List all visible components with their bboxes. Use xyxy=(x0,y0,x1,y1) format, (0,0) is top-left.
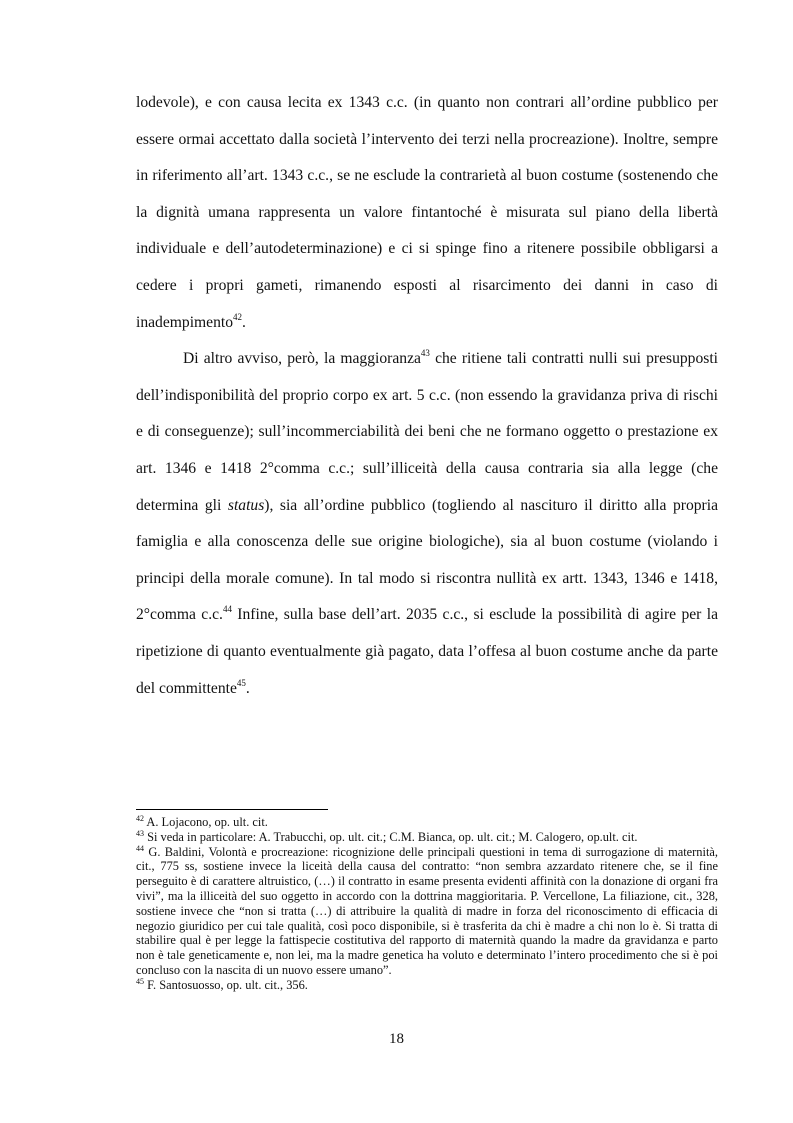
paragraph-1 xyxy=(136,85,718,341)
footnote-ref-44[interactable]: 44 xyxy=(222,604,232,615)
footnote-44 xyxy=(136,845,718,978)
footnote-43 xyxy=(136,830,718,845)
paragraph-2-part-1: Di altro avviso, però, la maggioranza xyxy=(183,350,421,368)
footnote-number: 45 xyxy=(136,976,144,986)
footnote-text: G. Baldini, Volontà e procreazione: ricognizione delle principali questioni in tema di surrogazione di maternità, cit., 775 ss, sostiene invece la liceità della causa del contratto: “non sembra azzardato ritenere che, se il fine perseguito è di carattere altruistico, (…) il contratto in esame presenta evidenti affinità con la donazione di organi fra vivi”, ma la illiceità del suo oggetto in accordo con la dottrina maggioritaria. P. Vercellone, La filiazione, cit., 328, sostiene invece che “non si tratta (…) di attribuire la qualità di madre in forza del riconoscimento di efficacia di negozio giuridico per cui tale qualità, così poco disponibile, si è trasferita da chi è madre a chi non lo è. Si tratta di stabilire qual è per legge la fattispecie costitutiva del rapporto di maternità quando la madre da gravidanza e parto non è tale geneticamente e, non lei, ma la madre genetica ha voluto e determinato l’intero procedimento che si è poi concluso con la nascita di un nuovo essere umano”. xyxy=(136,844,718,977)
paragraph-2-end: . xyxy=(245,679,250,697)
footnotes xyxy=(136,815,718,993)
paragraph-2-part-2: che ritiene tali contratti nulli sui presupposti dell’indisponibilità del proprio corpo ex art. 5 c.c. (non essendo la gravidanza priva di rischi e di conseguenze); sull’incommerciabilità dei beni che ne formano oggetto o prestazione ex art. 1346 e 1418 2°comma c.c.; sull’illiceità della causa contraria sia alla legge (che determina gli xyxy=(136,350,718,514)
footnote-ref-43[interactable]: 43 xyxy=(420,348,430,359)
footnote-42 xyxy=(136,815,718,830)
paragraph-2-part-3: ), sia all’ordine pubblico (togliendo al nascituro il diritto alla propria famiglia e alla conoscenza delle sue origine biologiche), sia al buon costume (violando i principi della morale comune). In tal modo si riscontra nullità ex artt. 1343, 1346 e 1418, 2°comma c.c. xyxy=(136,496,718,624)
paragraph-1-end: . xyxy=(242,313,246,331)
paragraph-2-italic-status: status xyxy=(227,496,265,514)
footnote-separator xyxy=(136,809,328,810)
footnote-ref-42[interactable]: 42 xyxy=(233,311,243,322)
footnote-number: 42 xyxy=(136,814,144,823)
footnote-number: 43 xyxy=(136,828,144,838)
footnote-text: F. Santosuosso, op. ult. cit., 356. xyxy=(144,977,308,992)
footnote-number: 44 xyxy=(136,843,144,853)
footnote-ref-45[interactable]: 45 xyxy=(236,677,246,688)
footnote-text: Si veda in particolare: A. Trabucchi, op. ult. cit.; C.M. Bianca, op. ult. cit.; M. Calogero, op.ult. cit. xyxy=(144,829,638,844)
footnote-text: A. Lojacono, op. ult. cit. xyxy=(144,815,268,829)
paragraph-2 xyxy=(136,341,718,707)
body-text xyxy=(136,85,718,707)
page-number: 18 xyxy=(389,1031,404,1047)
footnote-45 xyxy=(136,978,718,993)
paragraph-2-part-4: Infine, sulla base dell’art. 2035 c.c., si esclude la possibilità di agire per la ripetizione di quanto eventualmente già pagato, data l’offesa al buon costume anche da parte del committente xyxy=(136,606,718,697)
paragraph-1-text: lodevole), e con causa lecita ex 1343 c.c. (in quanto non contrari all’ordine pubblico per essere ormai accettato dalla società l’intervento dei terzi nella procreazione). Inoltre, sempre in riferimento all’art. 1343 c.c., se ne esclude la contrarietà al buon costume (sostenendo che la dignità umana rappresenta un valore fintantoché è misurata sul piano della libertà individuale e dell’autodeterminazione) e ci si spinge fino a ritenere possibile obbligarsi a cedere i propri gameti, rimanendo esposti al risarcimento dei danni in caso di inadempimento xyxy=(136,94,718,331)
